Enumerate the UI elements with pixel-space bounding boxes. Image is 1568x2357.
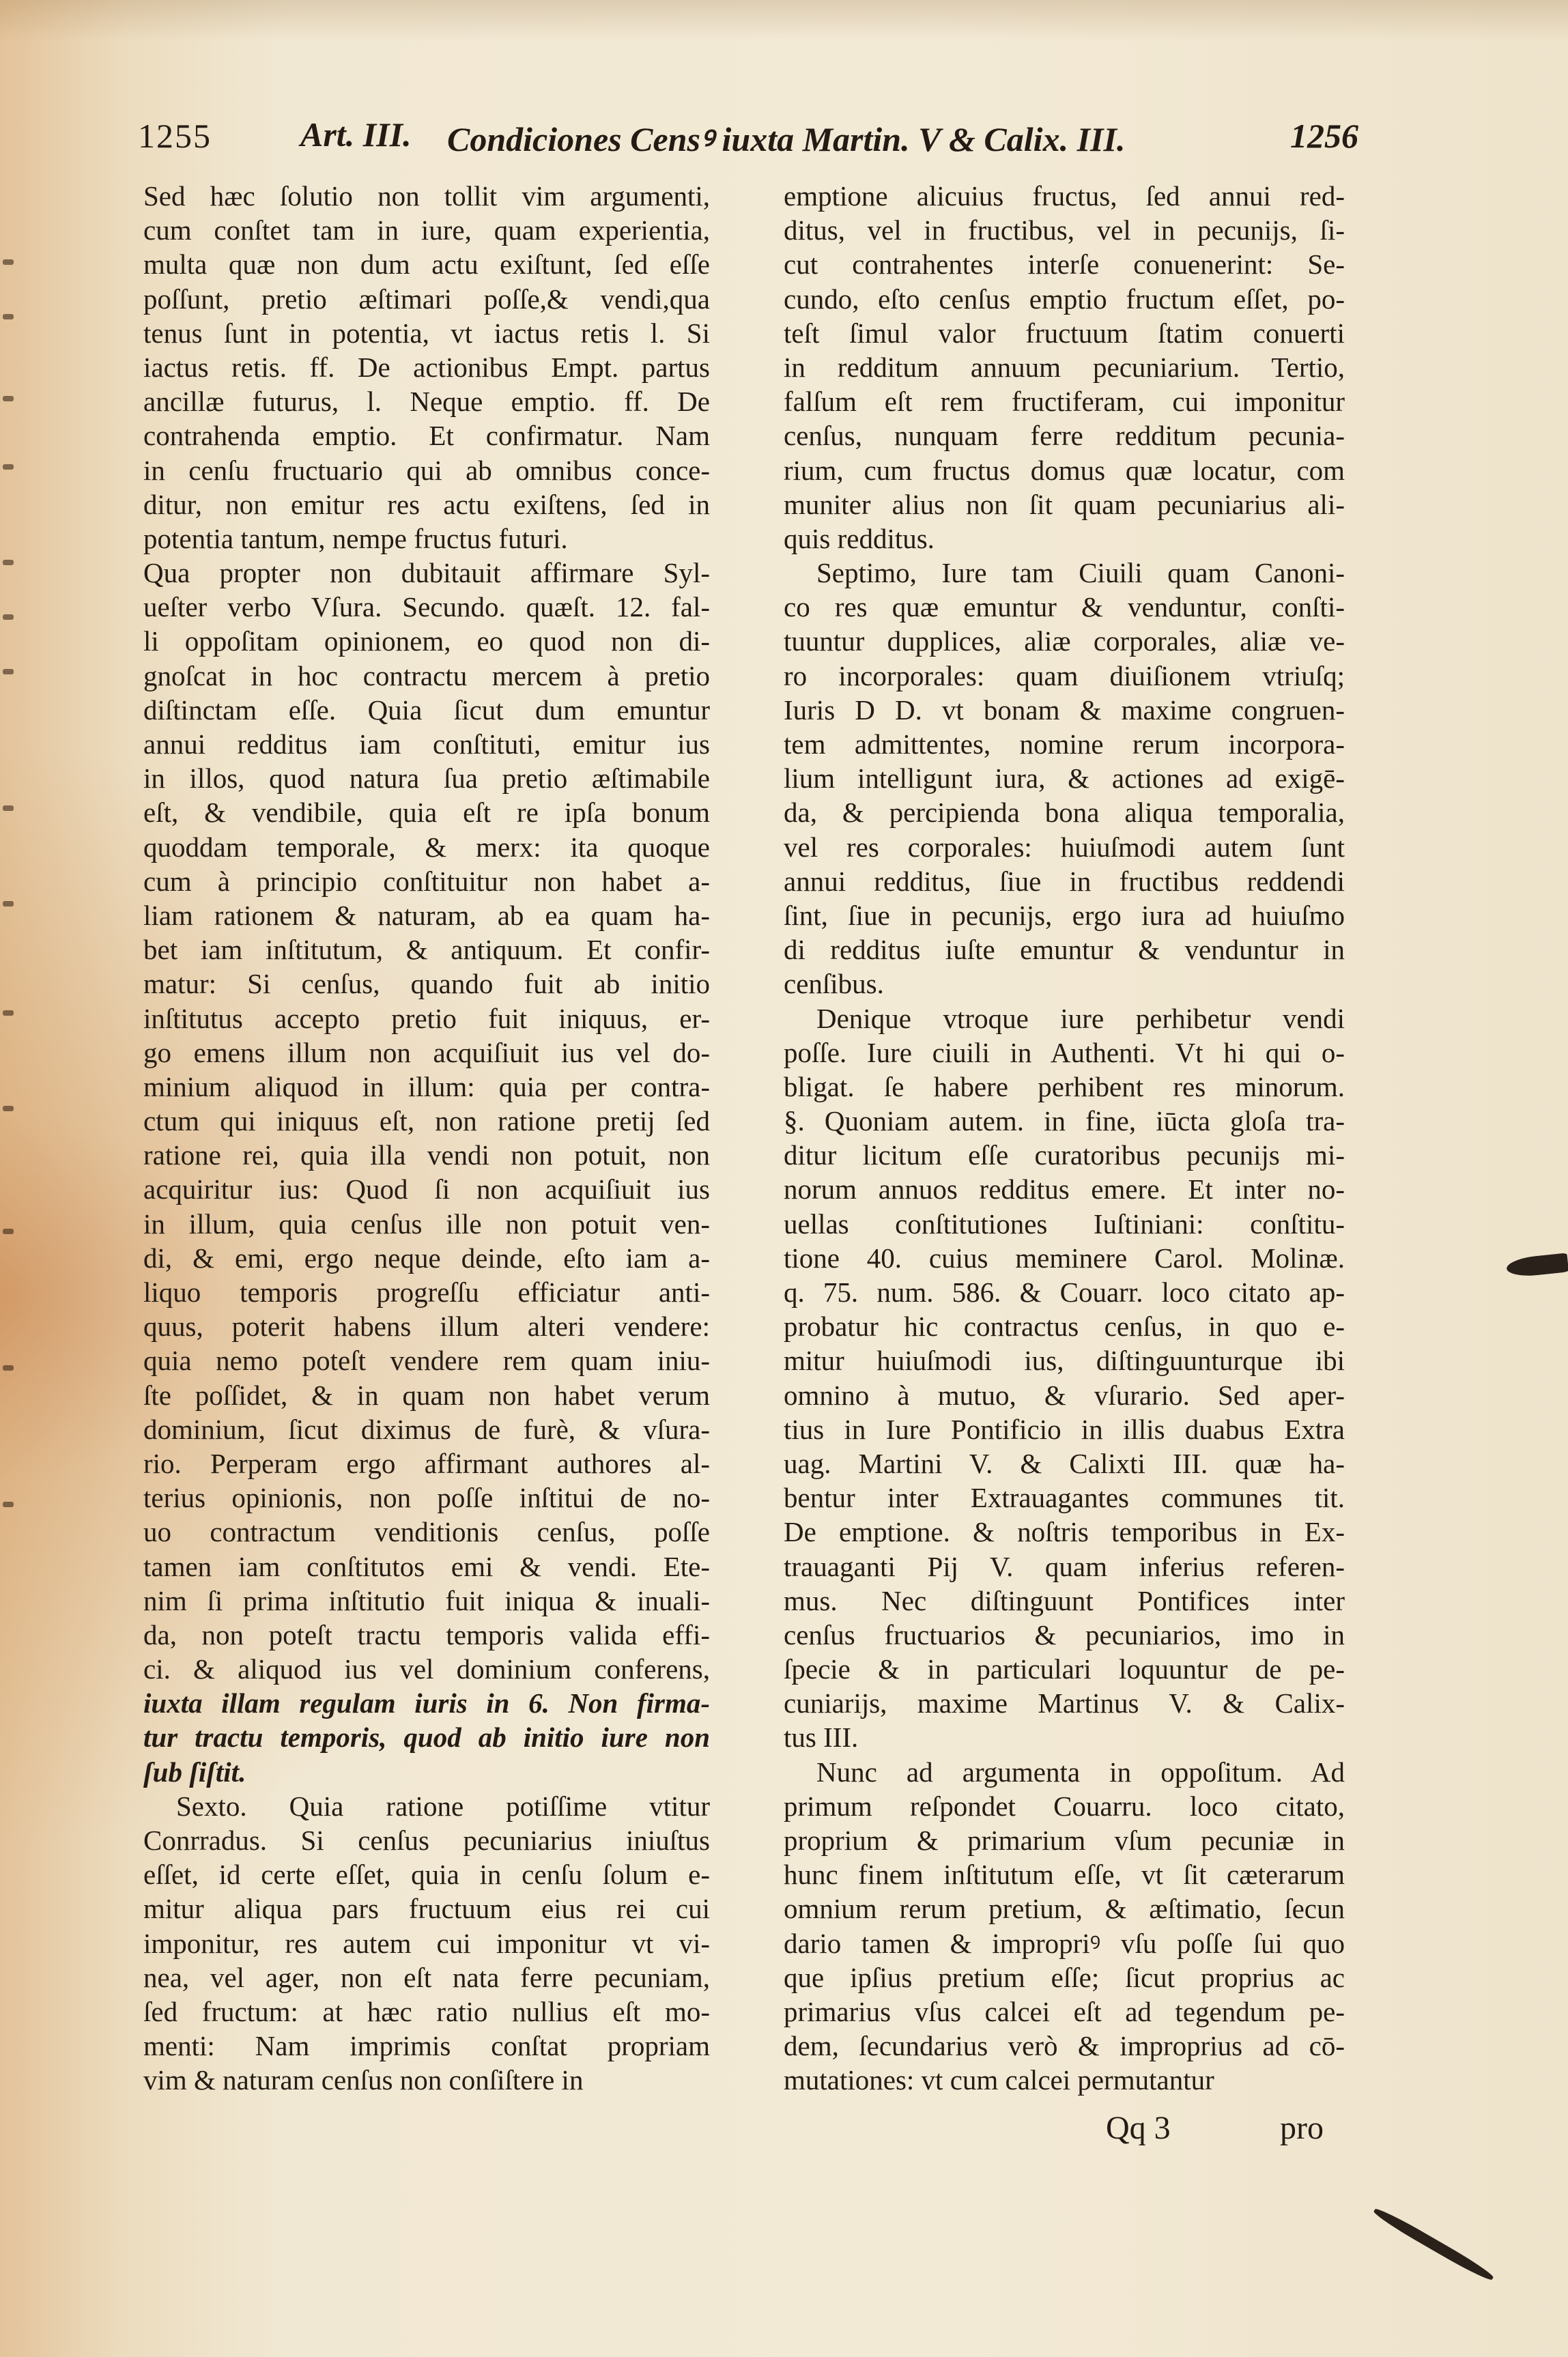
text-line: co res quæ emuntur & venduntur, conſti- bbox=[784, 591, 1345, 623]
text-line: menti: Nam imprimis conſtat propriam bbox=[143, 2030, 710, 2062]
text-line: tione 40. cuius meminere Carol. Molinæ. bbox=[784, 1242, 1345, 1274]
text-line: li oppoſitam opinionem, eo quod non di- bbox=[143, 625, 710, 657]
text-line: proprium & primarium vſum pecuniæ in bbox=[784, 1825, 1345, 1856]
text-line: Iuris D D. vt bonam & maxime congruen- bbox=[784, 694, 1345, 726]
running-title-article: Art. III. bbox=[300, 115, 412, 154]
text-line: Sed hæc ſolutio non tollit vim argumenti, bbox=[143, 180, 710, 212]
text-line: ueſter verbo Vſura. Secundo. quæſt. 12. fal- bbox=[143, 591, 710, 623]
text-line: omnium rerum pretium, & æſtimatio, ſecun bbox=[784, 1893, 1345, 1925]
text-line: Nunc ad argumenta in oppoſitum. Ad bbox=[816, 1756, 1345, 1788]
text-line: bet iam inſtitutum, & antiquum. Et confir- bbox=[143, 934, 710, 966]
text-line: terius opinionis, non poſſe inſtitui de no- bbox=[143, 1482, 710, 1514]
text-line: rio. Perperam ergo affirmant authores al- bbox=[143, 1447, 710, 1479]
text-line: dominium, ſicut diximus de furè, & vſura- bbox=[143, 1413, 710, 1445]
page-header bbox=[130, 115, 1372, 176]
text-line: uag. Martini V. & Calixti III. quæ ha- bbox=[784, 1447, 1345, 1479]
text-line: hunc finem inſtitutum eſſe, vt ſit cæterarum bbox=[784, 1859, 1345, 1891]
left-edge-bleedthrough bbox=[0, 205, 27, 1706]
text-line: Septimo, Iure tam Ciuili quam Canoni- bbox=[816, 557, 1345, 589]
text-line: uellas conſtitutiones Iuſtiniani: conſtitu- bbox=[784, 1208, 1345, 1240]
text-line: dario tamen & impropriꝰ vſu poſſe ſui quo bbox=[784, 1927, 1345, 1959]
text-line: tus III. bbox=[784, 1722, 859, 1754]
text-line: contrahenda emptio. Et confirmatur. Nam bbox=[143, 420, 710, 452]
text-line: cenſibus. bbox=[784, 968, 884, 1000]
text-line: mitur aliqua pars fructuum eius rei cui bbox=[143, 1893, 710, 1925]
text-line: in redditum annuum pecuniarium. Tertio, bbox=[784, 351, 1345, 383]
right-text-column bbox=[784, 179, 1345, 2098]
ink-stroke-corner bbox=[1371, 2205, 1495, 2283]
text-line: uo contractum venditionis cenſus, poſſe bbox=[143, 1516, 710, 1548]
text-line: poſſe. Iure ciuili in Authenti. Vt hi qui o- bbox=[784, 1036, 1345, 1068]
text-line: ro incorporales: quam diuiſionem vtriuſq; bbox=[784, 659, 1345, 691]
text-line: gnoſcat in hoc contractu mercem à pretio bbox=[143, 659, 710, 691]
text-line: da, & percipienda bona aliqua temporalia, bbox=[784, 797, 1345, 829]
catchword: pro bbox=[1280, 2110, 1324, 2146]
text-line: liam rationem & naturam, ab ea quam ha- bbox=[143, 899, 710, 931]
text-line: ſub ſiſtit. bbox=[143, 1756, 246, 1788]
page-number-right: 1256 bbox=[1290, 117, 1358, 155]
text-line: annui redditus iam conſtituti, emitur ius bbox=[143, 728, 710, 760]
text-line: nea, vel ager, non eſt nata ferre pecuniam, bbox=[143, 1961, 710, 1993]
text-line: quus, poterit habens illum alteri vendere: bbox=[143, 1311, 710, 1343]
text-line: primarius vſus calcei eſt ad tegendum pe- bbox=[784, 1995, 1345, 2027]
text-line: quis redditus. bbox=[784, 522, 935, 554]
text-line: que ipſius pretium eſſe; ſicut proprius ac bbox=[784, 1961, 1345, 1993]
ink-stroke-mark bbox=[1506, 1253, 1568, 1278]
text-line: norum annuos redditus emere. Et inter no- bbox=[784, 1173, 1345, 1205]
text-line: q. 75. num. 586. & Couarr. loco citato ap- bbox=[784, 1276, 1345, 1308]
text-line: primum reſpondet Couarru. loco citato, bbox=[784, 1790, 1345, 1822]
text-line: cundo, eſto cenſus emptio fructum eſſet, po- bbox=[784, 283, 1345, 315]
text-line: minium aliquod in illum: quia per contra- bbox=[143, 1070, 710, 1102]
text-line: iactus retis. ff. De actionibus Empt. partus bbox=[143, 351, 710, 383]
text-line: ſte poſſidet, & in quam non habet verum bbox=[143, 1379, 710, 1411]
text-line: eſt, & vendibile, quia eſt re ipſa bonum bbox=[143, 797, 710, 829]
text-line: in cenſu fructuario qui ab omnibus conce- bbox=[143, 454, 710, 486]
text-line: ſint, ſiue in pecunijs, ergo iura ad huiuſmo bbox=[784, 899, 1345, 931]
text-line: emptione alicuius fructus, ſed annui red- bbox=[784, 180, 1345, 212]
text-line: quia nemo poteſt vendere rem quam iniu- bbox=[143, 1345, 710, 1377]
text-line: eſſet, id certe eſſet, quia in cenſu ſolum e- bbox=[143, 1859, 710, 1891]
text-line: ſed fructum: at hæc ratio nullius eſt mo- bbox=[143, 1995, 710, 2027]
text-line: tem admittentes, nomine rerum incorpora- bbox=[784, 728, 1345, 760]
text-line: matur: Si cenſus, quando fuit ab initio bbox=[143, 968, 710, 1000]
text-line: cum à principio conſtituitur non habet a- bbox=[143, 865, 710, 897]
text-line: muniter alius non ſit quam pecuniarius ali- bbox=[784, 488, 1345, 520]
text-line: imponitur, res autem cui imponitur vt vi- bbox=[143, 1927, 710, 1959]
text-line: trauaganti Pij V. quam inferius referen- bbox=[784, 1550, 1345, 1582]
text-line: ancillæ futurus, l. Neque emptio. ff. De bbox=[143, 386, 710, 418]
text-line: ditur, non emitur res actu exiſtens, ſed in bbox=[143, 488, 710, 520]
text-line: poſſunt, pretio æſtimari poſſe,& vendi,qua bbox=[143, 283, 710, 315]
text-line: diſtinctam eſſe. Quia ſicut dum emuntur bbox=[143, 694, 710, 726]
text-line: ctum qui iniquus eſt, non ratione pretij ſed bbox=[143, 1105, 710, 1137]
running-title-subject: Condiciones Censꝰ iuxta Martin. V & Calix. III. bbox=[447, 120, 1126, 158]
page-top-shadow bbox=[0, 0, 1568, 41]
page-footer bbox=[1106, 2109, 1365, 2150]
text-line: Denique vtroque iure perhibetur vendi bbox=[816, 1002, 1345, 1034]
text-line: tuuntur dupplices, aliæ corporales, aliæ ve- bbox=[784, 625, 1345, 657]
text-line: ſpecie & in particulari loquuntur de pe- bbox=[784, 1653, 1345, 1685]
text-line: ratione rei, quia illa vendi non potuit, non bbox=[143, 1139, 710, 1171]
signature-mark: Qq 3 bbox=[1106, 2110, 1171, 2146]
text-line: rium, cum fructus domus quæ locatur, com bbox=[784, 454, 1345, 486]
text-line: di, & emi, ergo neque deinde, eſto iam a- bbox=[143, 1242, 710, 1274]
text-line: di redditus iuſte emuntur & venduntur in bbox=[784, 934, 1345, 966]
text-line: inſtitutus accepto pretio fuit iniquus, er- bbox=[143, 1002, 710, 1034]
text-line: tenus ſunt in potentia, vt iactus retis l. Si bbox=[143, 317, 710, 349]
text-line: vel res corporales: huiuſmodi autem ſunt bbox=[784, 831, 1345, 863]
text-line: cenſus fructuarios & pecuniarios, imo in bbox=[784, 1618, 1345, 1651]
text-line: ditus, vel in fructibus, vel in pecunijs, ſi- bbox=[784, 214, 1345, 246]
text-line: mutationes: vt cum calcei permutantur bbox=[784, 2064, 1214, 2096]
text-line: tius in Iure Pontificio in illis duabus Extra bbox=[784, 1413, 1345, 1445]
text-line: omnino à mutuo, & vſurario. Sed aper- bbox=[784, 1379, 1345, 1411]
text-line: cut contrahentes interſe conuenerint: Se- bbox=[784, 248, 1345, 281]
text-line: ditur licitum eſſe curatoribus pecunijs mi- bbox=[784, 1139, 1345, 1171]
text-line: De emptione. & noſtris temporibus in Ex- bbox=[784, 1516, 1345, 1548]
text-line: dem, ſecundarius verò & improprius ad cō- bbox=[784, 2030, 1345, 2062]
text-line: quoddam temporale, & merx: ita quoque bbox=[143, 831, 710, 863]
text-line: cuniarijs, maxime Martinus V. & Calix- bbox=[784, 1687, 1345, 1719]
text-line: mus. Nec diſtinguunt Pontifices inter bbox=[784, 1584, 1345, 1616]
left-text-column bbox=[143, 179, 710, 2098]
text-line: cum conſtet tam in iure, quam experientia, bbox=[143, 214, 710, 246]
text-line: tamen iam conſtitutos emi & vendi. Ete- bbox=[143, 1550, 710, 1582]
text-line: mitur huiuſmodi ius, diſtinguunturque ibi bbox=[784, 1345, 1345, 1377]
text-line: tur tractu temporis, quod ab initio iure non bbox=[143, 1722, 710, 1754]
text-line: Conrradus. Si cenſus pecuniarius iniuſtus bbox=[143, 1825, 710, 1856]
text-line: lium intelligunt iura, & actiones ad exigē- bbox=[784, 762, 1345, 795]
text-line: bligat. ſe habere perhibent res minorum. bbox=[784, 1070, 1345, 1102]
text-line: go emens illum non acquiſiuit ius vel do- bbox=[143, 1036, 710, 1068]
page-number-left: 1255 bbox=[138, 117, 212, 155]
text-line: iuxta illam regulam iuris in 6. Non firma- bbox=[143, 1687, 710, 1719]
text-line: teſt ſimul valor fructuum ſtatim conuerti bbox=[784, 317, 1345, 349]
text-line: Sexto. Quia ratione potiſſime vtitur bbox=[176, 1790, 710, 1822]
text-line: multa quæ non dum actu exiſtunt, ſed eſſe bbox=[143, 248, 710, 281]
text-line: nim ſi prima inſtitutio fuit iniqua & inuali- bbox=[143, 1584, 710, 1616]
text-line: ci. & aliquod ius vel dominium conferens, bbox=[143, 1653, 710, 1685]
text-line: Qua propter non dubitauit affirmare Syl- bbox=[143, 557, 710, 589]
text-line: vim & naturam cenſus non conſiſtere in bbox=[143, 2064, 584, 2096]
text-line: §. Quoniam autem. in fine, iūcta gloſa tra- bbox=[784, 1105, 1345, 1137]
text-line: acquiritur ius: Quod ſi non acquiſiuit ius bbox=[143, 1173, 710, 1205]
text-line: in illos, quod natura ſua pretio æſtimabile bbox=[143, 762, 710, 795]
text-line: da, non poteſt tractu temporis valida effi- bbox=[143, 1618, 710, 1651]
text-line: in illum, quia cenſus ille non potuit ven- bbox=[143, 1208, 710, 1240]
text-line: annui redditus, ſiue in fructibus reddendi bbox=[784, 865, 1345, 897]
text-line: falſum eſt rem fructiferam, cui imponitur bbox=[784, 386, 1345, 418]
running-title bbox=[300, 115, 1126, 158]
text-line: bentur inter Extrauagantes communes tit. bbox=[784, 1482, 1345, 1514]
text-line: potentia tantum, nempe fructus futuri. bbox=[143, 522, 568, 554]
text-line: probatur hic contractus cenſus, in quo e- bbox=[784, 1311, 1345, 1343]
text-line: cenſus, nunquam ferre redditum pecunia- bbox=[784, 420, 1345, 452]
text-line: liquo temporis progreſſu efficiatur anti- bbox=[143, 1276, 710, 1308]
